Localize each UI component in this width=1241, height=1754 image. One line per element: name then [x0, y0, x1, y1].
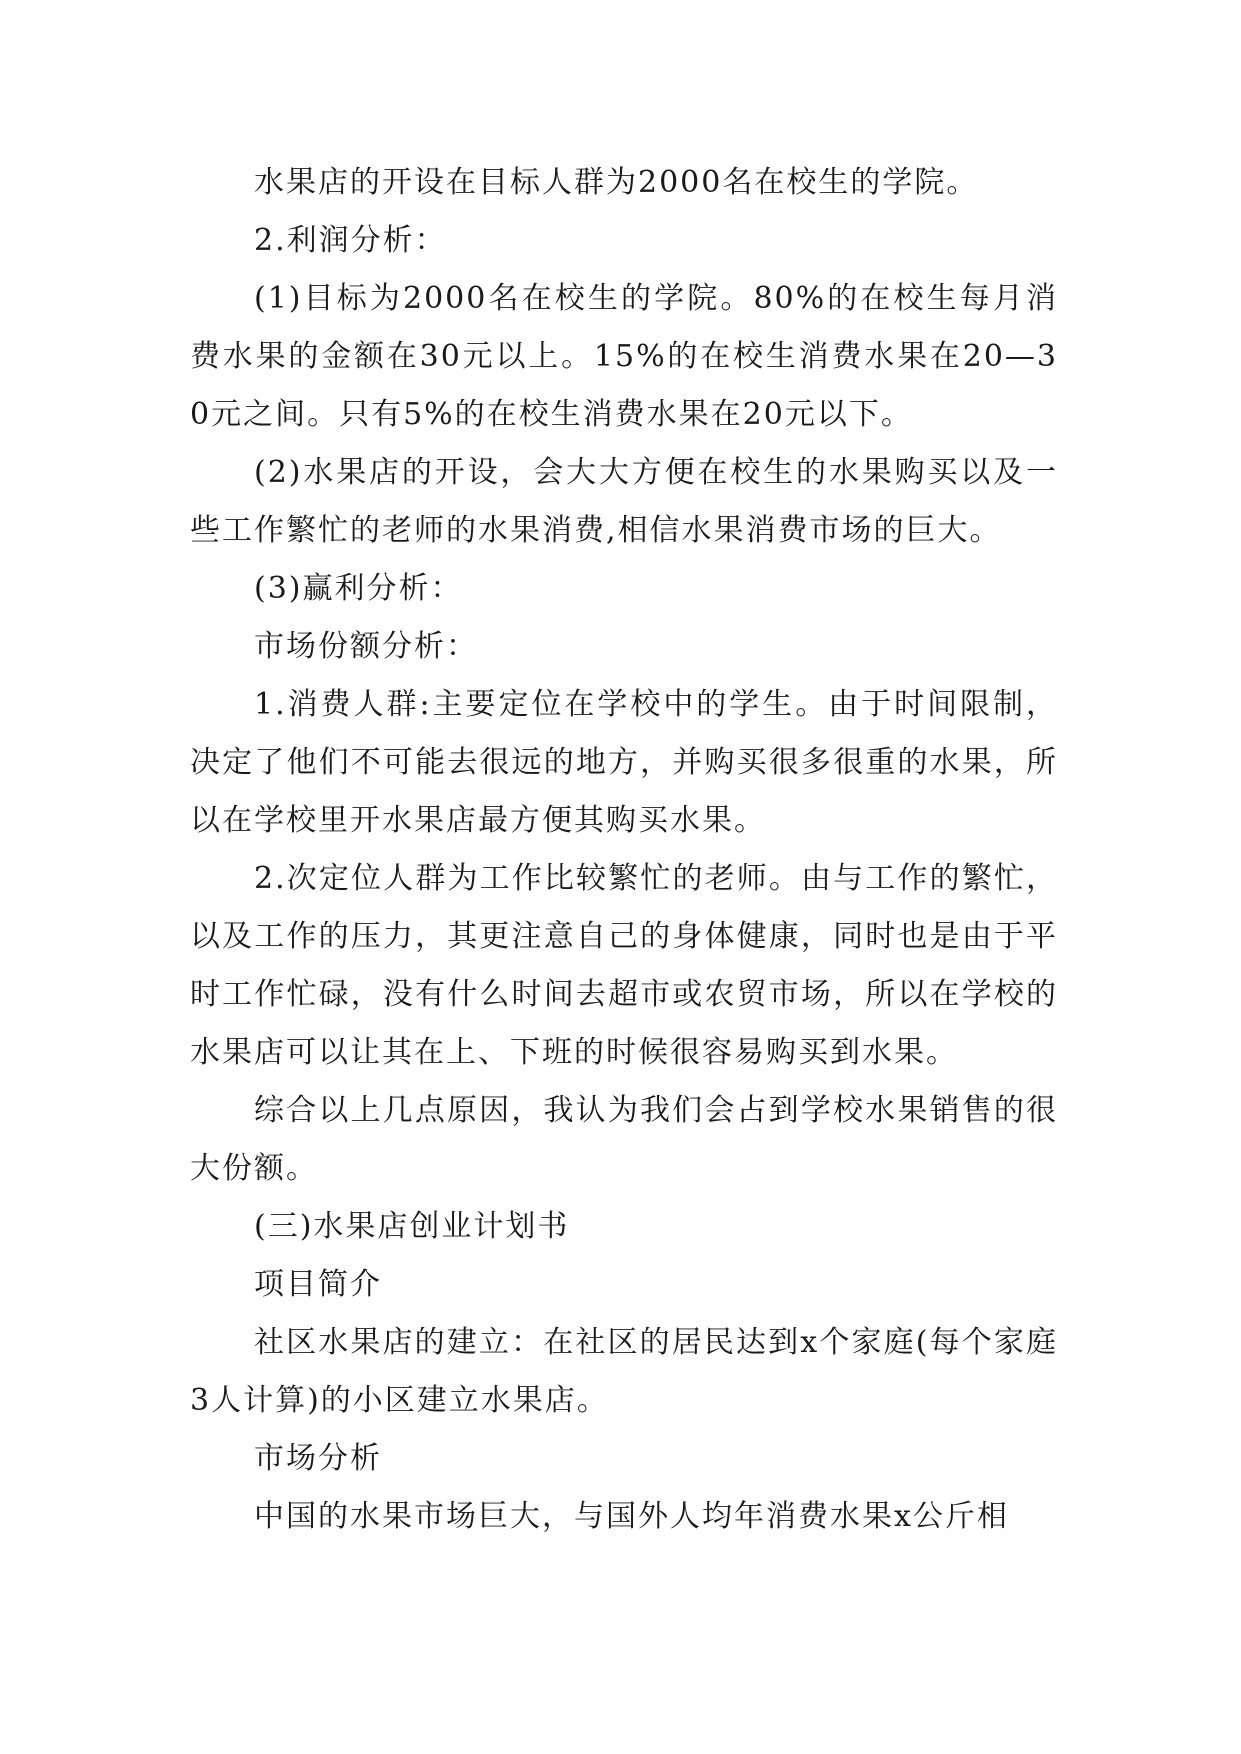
paragraph-community-store: 社区水果店的建立：在社区的居民达到x个家庭(每个家庭3人计算)的小区建立水果店。 [190, 1325, 1058, 1418]
heading-profitability: (3)赢利分析： [254, 571, 463, 606]
paragraph-spending-breakdown: (1)目标为2000名在校生的学院。80%的在校生每月消费水果的金额在30元以上。15%的在校生消费水果在20—30元之间。只有5%的在校生消费水果在20元以下。 [190, 281, 1058, 432]
heading-market-share: 市场份额分析： [254, 629, 478, 664]
paragraph-conclusion: 综合以上几点原因，我认为我们会占到学校水果销售的很大份额。 [190, 1093, 1058, 1186]
paragraph-secondary-customers: 2.次定位人群为工作比较繁忙的老师。由与工作的繁忙，以及工作的压力，其更注意自己的身体健康，同时也是由于平时工作忙碌，没有什么时间去超市或农贸市场，所以在学校的水果店可以让其在上、下班的时候很容易购买到水果。 [190, 861, 1058, 1070]
document-body [190, 154, 1058, 1546]
section-heading-business-plan: (三)水果店创业计划书 [254, 1209, 570, 1244]
paragraph-market-size: 中国的水果市场巨大，与国外人均年消费水果x公斤相 [254, 1499, 1009, 1534]
paragraph-target-audience: 水果店的开设在目标人群为2000名在校生的学院。 [254, 165, 979, 200]
heading-profit-analysis: 2.利润分析： [254, 223, 447, 258]
paragraph-convenience: (2)水果店的开设，会大大方便在校生的水果购买以及一些工作繁忙的老师的水果消费,相信水果消费市场的巨大。 [190, 455, 1058, 548]
heading-project-overview: 项目简介 [254, 1267, 382, 1302]
paragraph-primary-customers: 1.消费人群:主要定位在学校中的学生。由于时间限制，决定了他们不可能去很远的地方，并购买很多很重的水果，所以在学校里开水果店最方便其购买水果。 [190, 687, 1058, 838]
heading-market-analysis: 市场分析 [254, 1441, 382, 1476]
